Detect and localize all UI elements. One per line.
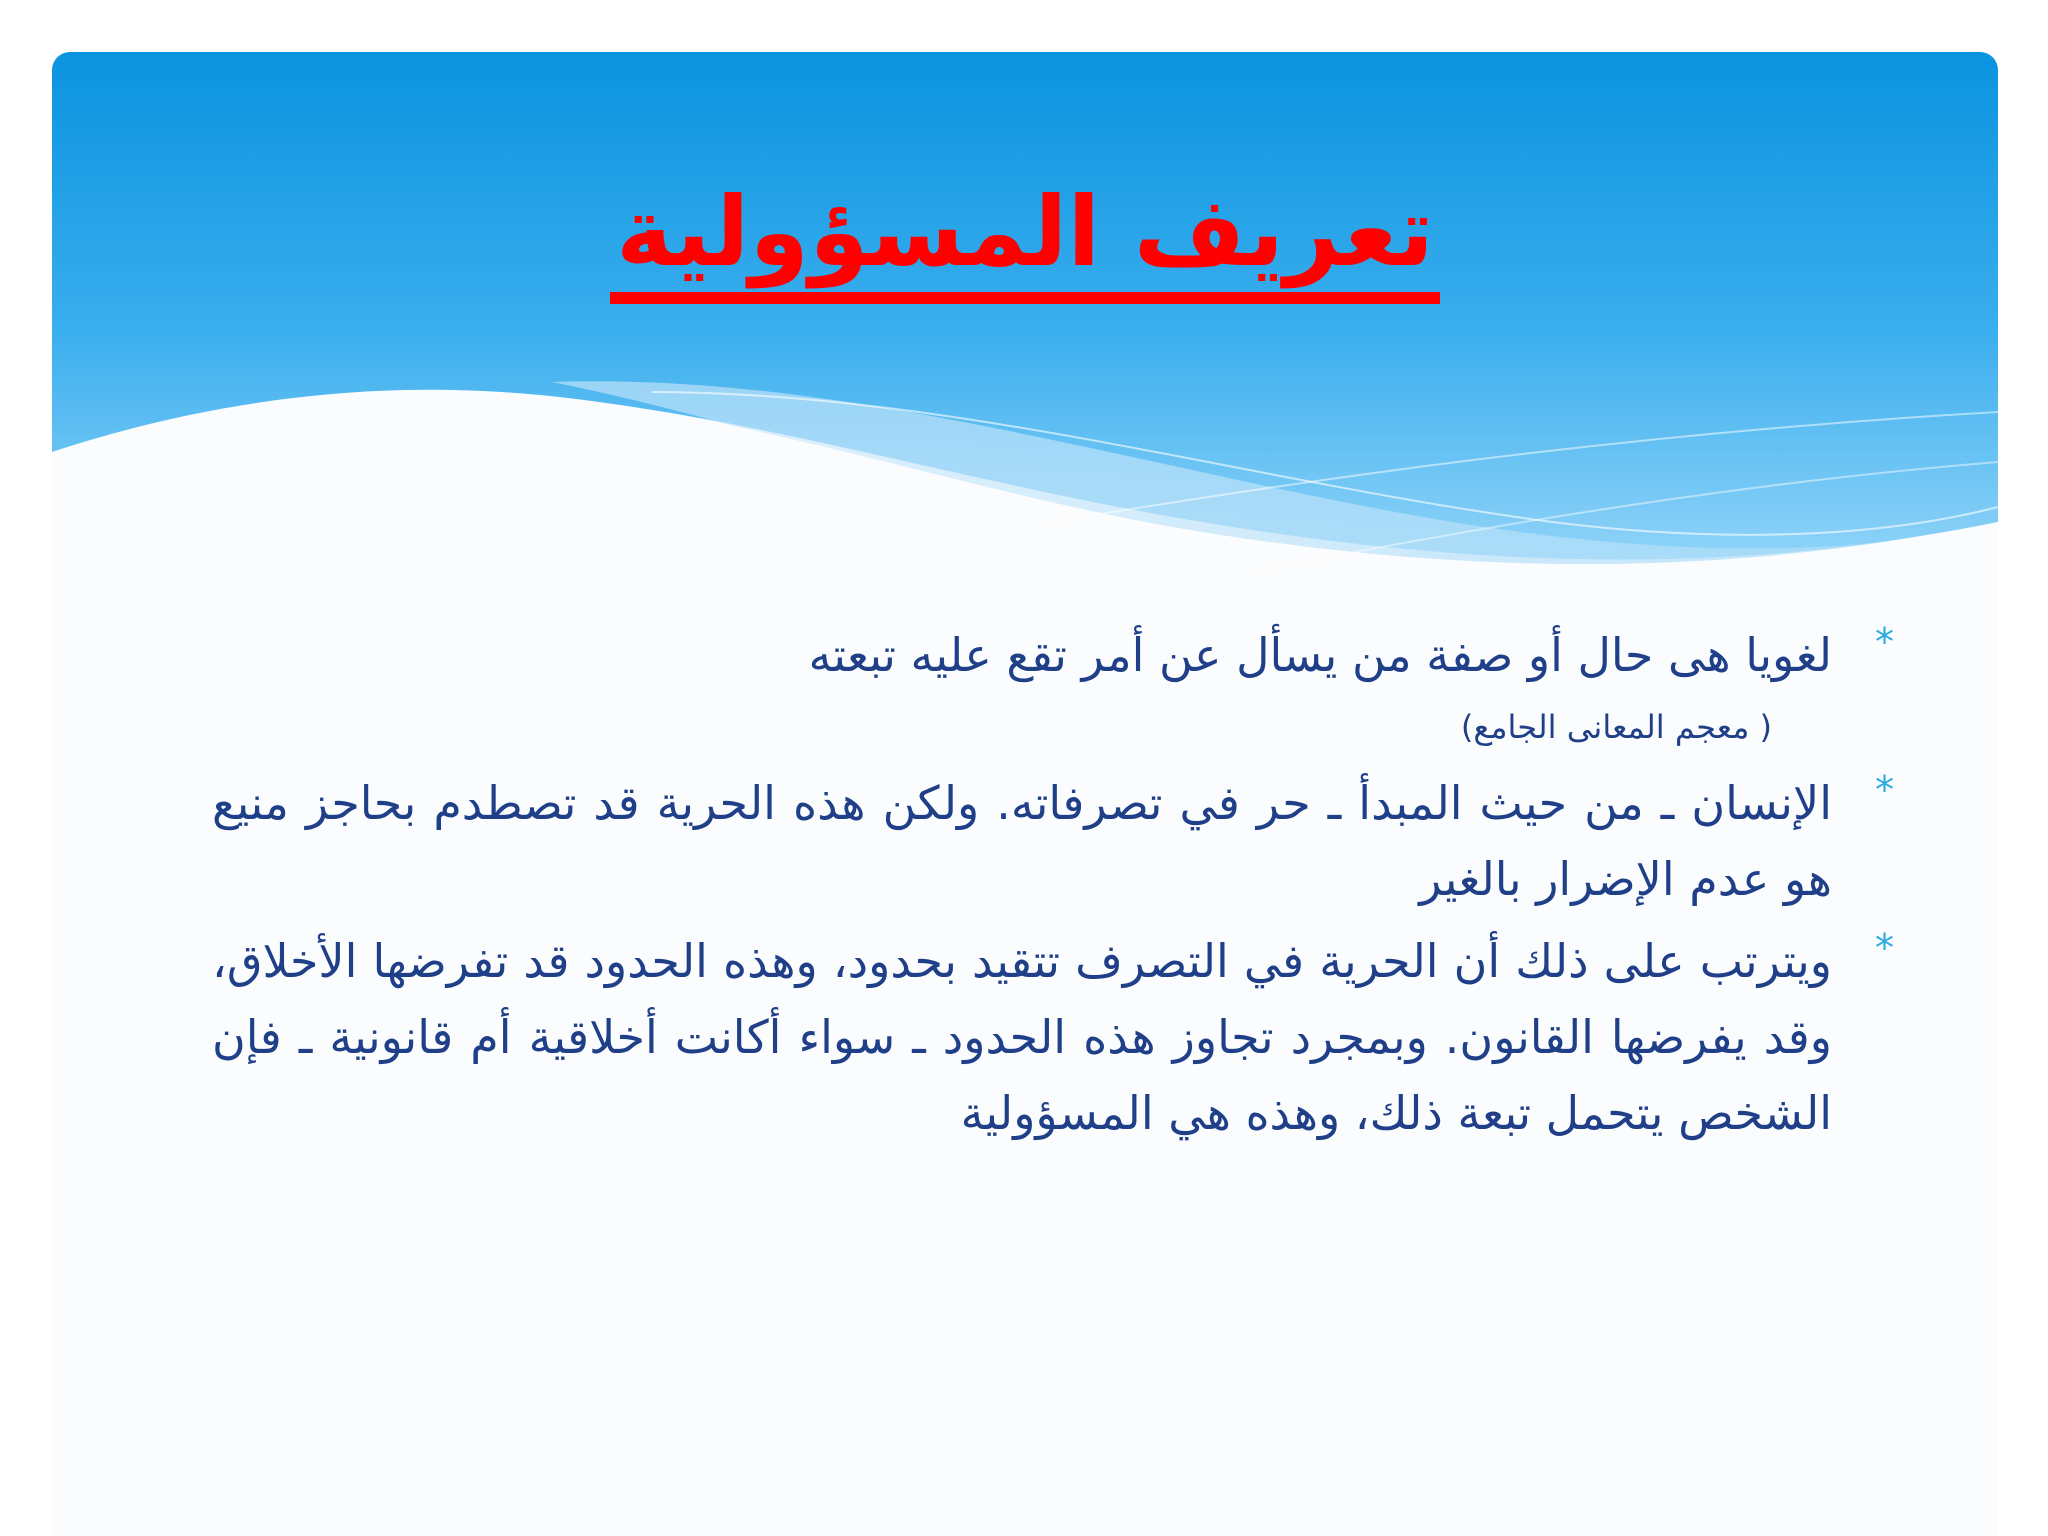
bullet-text: لغويا هى حال أو صفة من يسأل عن أمر تقع عليه تبعته xyxy=(808,628,1832,682)
bullet-item xyxy=(212,765,1894,917)
bullet-text: الإنسان ـ من حيث المبدأ ـ حر في تصرفاته. ولكن هذه الحرية قد تصطدم بحاجز منيع هو عدم الإضرار بالغير xyxy=(212,776,1832,906)
source-citation: ( معجم المعانى الجامع) xyxy=(1460,708,1772,746)
bullet-item xyxy=(212,923,1894,1151)
slide xyxy=(52,52,1998,1536)
header-wave-background xyxy=(52,52,1998,672)
asterisk-bullet-icon: * xyxy=(1875,768,1894,812)
bullet-item xyxy=(212,617,1894,693)
bullet-text: ويترتب على ذلك أن الحرية في التصرف تتقيد بحدود، وهذه الحدود قد تفرضها الأخلاق، وقد يفرضها القانون. وبمجرد تجاوز هذه الحدود ـ سواء أكانت أخلاقية أم قانونية ـ فإن الشخص يتحمل تبعة ذلك، وهذه هي المسؤولية xyxy=(212,934,1832,1140)
slide-title xyxy=(52,176,1998,304)
asterisk-bullet-icon: * xyxy=(1875,926,1894,970)
asterisk-bullet-icon: * xyxy=(1875,620,1894,664)
bullet-list xyxy=(212,617,1894,1157)
slide-title-text: تعريف المسؤولية xyxy=(610,180,1440,304)
